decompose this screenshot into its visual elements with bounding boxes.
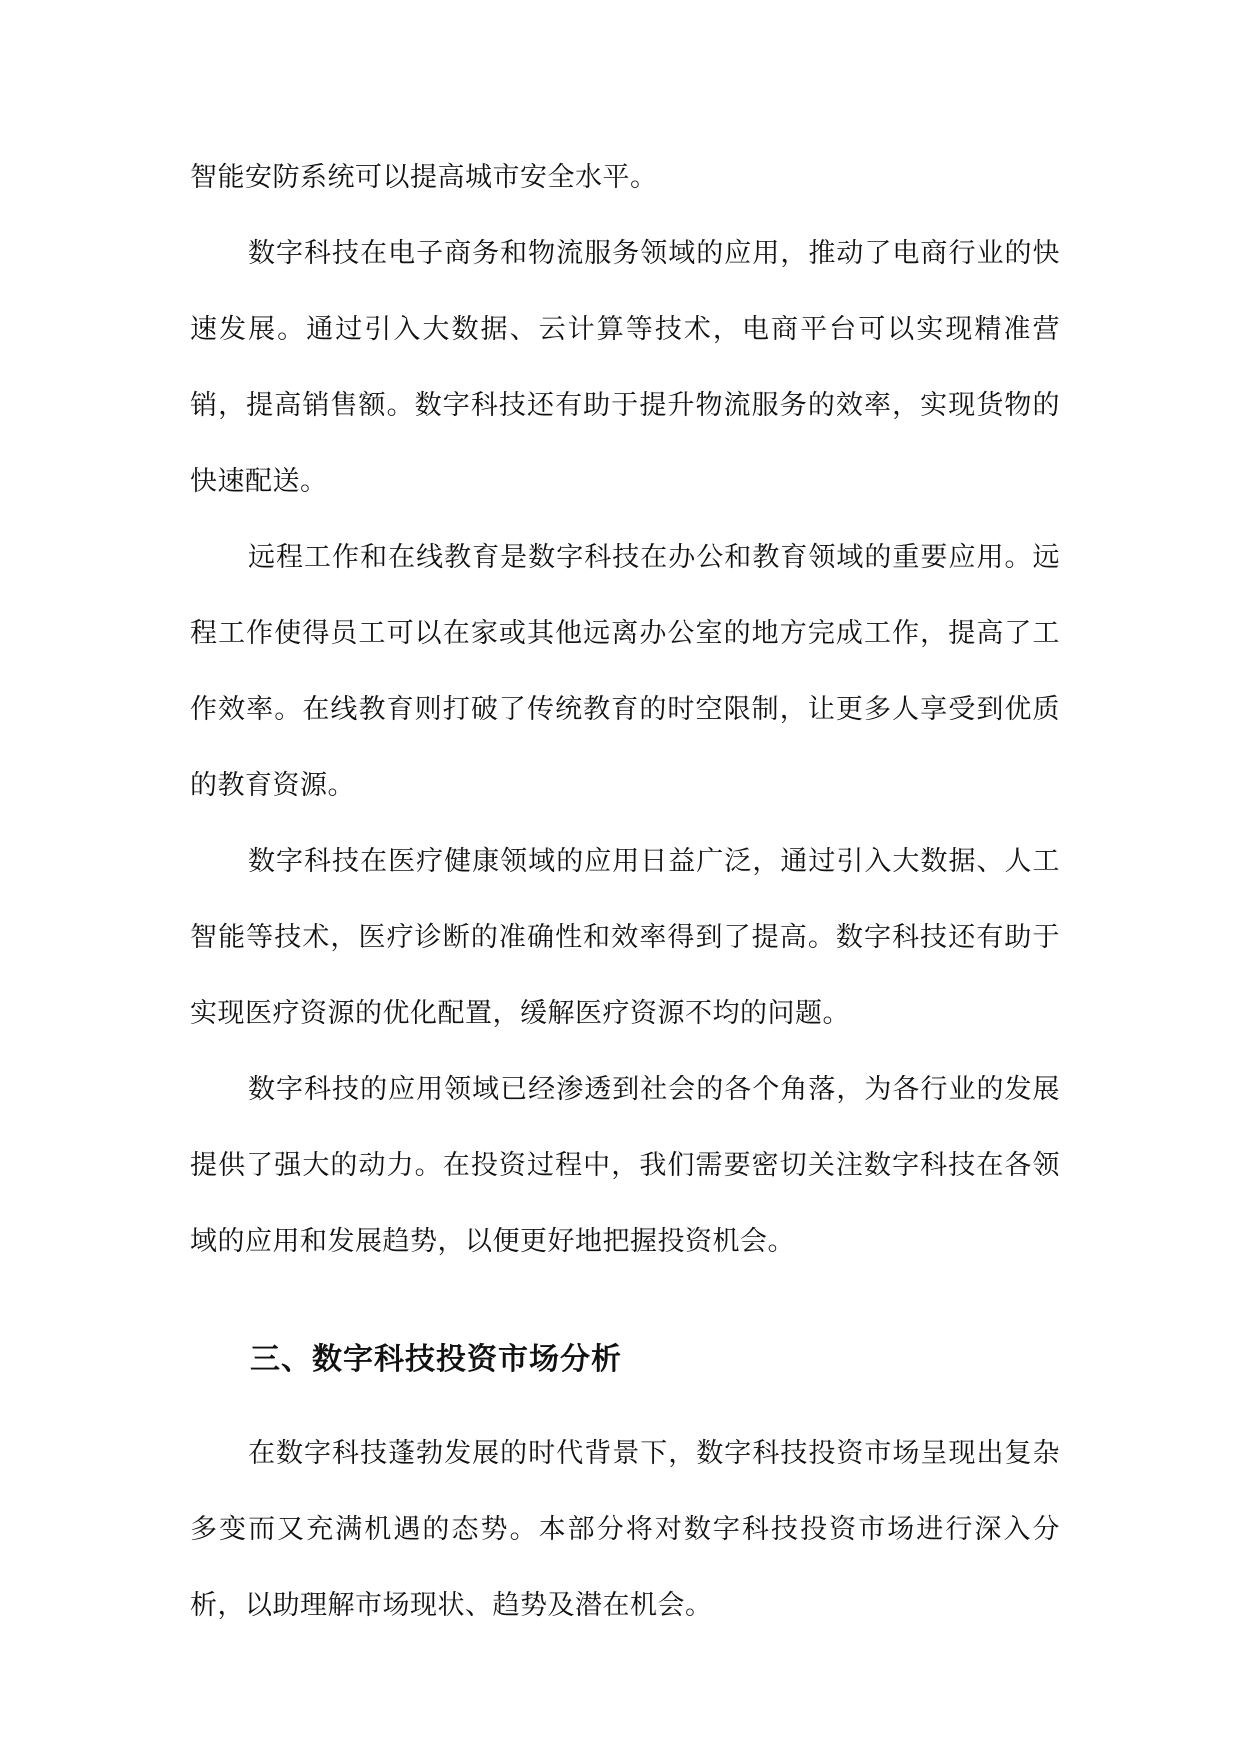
- paragraph-summary: 数字科技的应用领域已经渗透到社会的各个角落，为各行业的发展提供了强大的动力。在投资过程中，我们需要密切关注数字科技在各领域的应用和发展趋势，以便更好地把握投资机会。: [190, 1074, 1060, 1257]
- section-heading: 三、数字科技投资市场分析: [250, 1342, 622, 1377]
- section-intro-paragraph: 在数字科技蓬勃发展的时代背景下，数字科技投资市场呈现出复杂多变而又充满机遇的态势。本部分将对数字科技投资市场进行深入分析，以助理解市场现状、趋势及潜在机会。: [190, 1438, 1060, 1621]
- paragraph-healthcare: 数字科技在医疗健康领域的应用日益广泛，通过引入大数据、人工智能等技术，医疗诊断的准确性和效率得到了提高。数字科技还有助于实现医疗资源的优化配置，缓解医疗资源不均的问题。: [190, 846, 1060, 1029]
- paragraph-ecommerce-logistics: 数字科技在电子商务和物流服务领域的应用，推动了电商行业的快速发展。通过引入大数据、云计算等技术，电商平台可以实现精准营销，提高销售额。数字科技还有助于提升物流服务的效率，实现货物的快速配送。: [190, 238, 1060, 497]
- document-body: [190, 140, 1060, 1644]
- paragraph-remote-work-education: 远程工作和在线教育是数字科技在办公和教育领域的重要应用。远程工作使得员工可以在家或其他远离办公室的地方完成工作，提高了工作效率。在线教育则打破了传统教育的时空限制，让更多人享受到优质的教育资源。: [190, 542, 1060, 801]
- continuation-paragraph: 智能安防系统可以提高城市安全水平。: [190, 162, 658, 193]
